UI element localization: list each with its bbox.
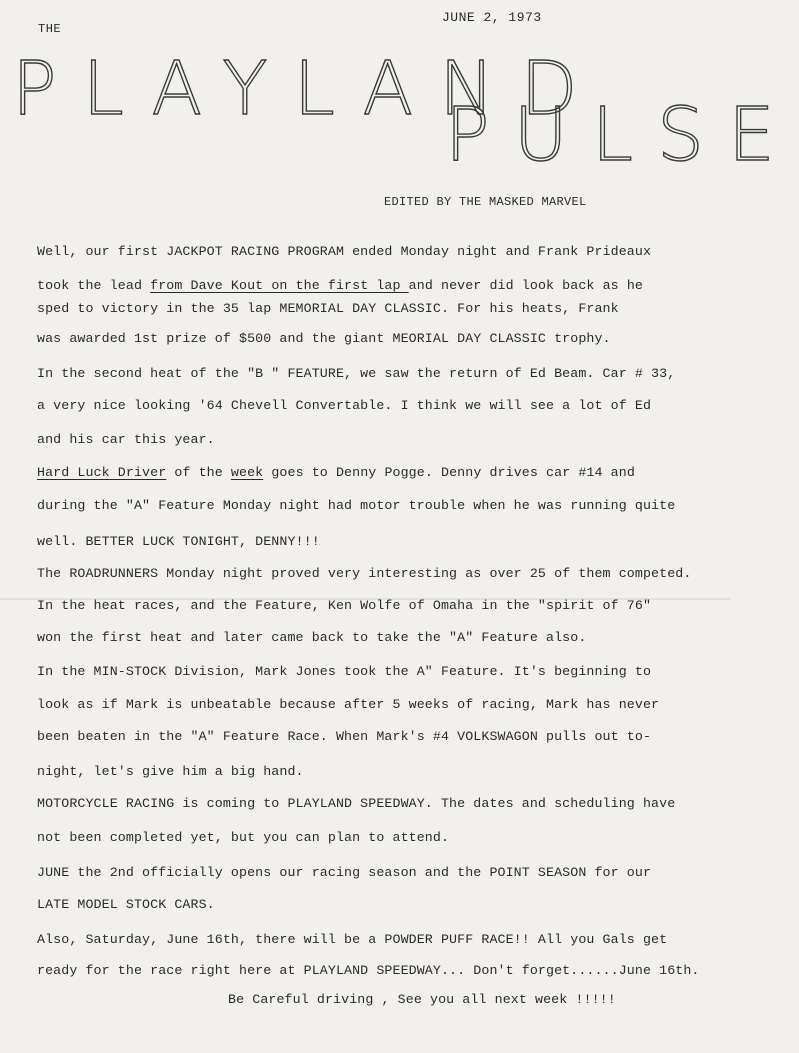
body-line-21: LATE MODEL STOCK CARS. (37, 897, 215, 912)
underlined-text: Hard Luck Driver (37, 465, 167, 480)
body-line-13: won the first heat and later came back to take the "A" Feature also. (37, 630, 587, 645)
body-line-9: during the "A" Feature Monday night had motor trouble when he was running quite (37, 498, 676, 513)
body-line-12: In the heat races, and the Feature, Ken Wolfe of Omaha in the "spirit of 76" (37, 598, 652, 613)
header-the: THE (38, 22, 62, 36)
body-line-1: Well, our first JACKPOT RACING PROGRAM ended Monday night and Frank Prideaux (37, 244, 652, 259)
body-line-7: and his car this year. (37, 432, 215, 447)
body-line-14: In the MIN-STOCK Division, Mark Jones took the A" Feature. It's beginning to (37, 664, 652, 679)
text-segment: and never did look back as he (408, 278, 643, 293)
editor-credit: EDITED BY THE MASKED MARVEL (384, 195, 587, 209)
underlined-text: from Dave Kout on the first lap (150, 278, 409, 293)
body-line-16: been beaten in the "A" Feature Race. When Mark's #4 VOLKSWAGON pulls out to- (37, 729, 652, 744)
closing-line: Be Careful driving , See you all next week !!!!! (228, 992, 616, 1007)
body-line-19: not been completed yet, but you can plan to attend. (37, 830, 450, 845)
body-line-10: well. BETTER LUCK TONIGHT, DENNY!!! (37, 534, 320, 549)
text-segment: goes to Denny Pogge. Denny drives car #14 and (263, 465, 635, 480)
masthead-playland: PLAYLAND (12, 46, 604, 132)
body-line-6: a very nice looking '64 Chevell Convertable. I think we will see a lot of Ed (37, 398, 652, 413)
body-line-2 (37, 278, 643, 293)
body-line-5: In the second heat of the "B " FEATURE, we saw the return of Ed Beam. Car # 33, (37, 366, 676, 381)
underlined-text: week (230, 465, 264, 480)
body-line-20: JUNE the 2nd officially opens our racing season and the POINT SEASON for our (37, 865, 652, 880)
text-segment: took the lead (37, 278, 151, 293)
issue-date: JUNE 2, 1973 (442, 10, 542, 25)
body-line-3: sped to victory in the 35 lap MEMORIAL DAY CLASSIC. For his heats, Frank (37, 301, 619, 316)
body-line-11: The ROADRUNNERS Monday night proved very interesting as over 25 of them competed. (37, 566, 692, 581)
body-line-15: look as if Mark is unbeatable because after 5 weeks of racing, Mark has never (37, 697, 660, 712)
body-line-17: night, let's give him a big hand. (37, 764, 304, 779)
body-line-4: was awarded 1st prize of $500 and the giant MEORIAL DAY CLASSIC trophy. (37, 331, 611, 346)
body-line-18: MOTORCYCLE RACING is coming to PLAYLAND SPEEDWAY. The dates and scheduling have (37, 796, 676, 811)
body-line-22: Also, Saturday, June 16th, there will be a POWDER PUFF RACE!! All you Gals get (37, 932, 668, 947)
text-segment: of the (166, 465, 231, 480)
body-line-8 (37, 465, 635, 480)
body-line-23: ready for the race right here at PLAYLAND SPEEDWAY... Don't forget......June 16th. (37, 963, 700, 978)
masthead-pulse: PULSE (445, 92, 799, 178)
